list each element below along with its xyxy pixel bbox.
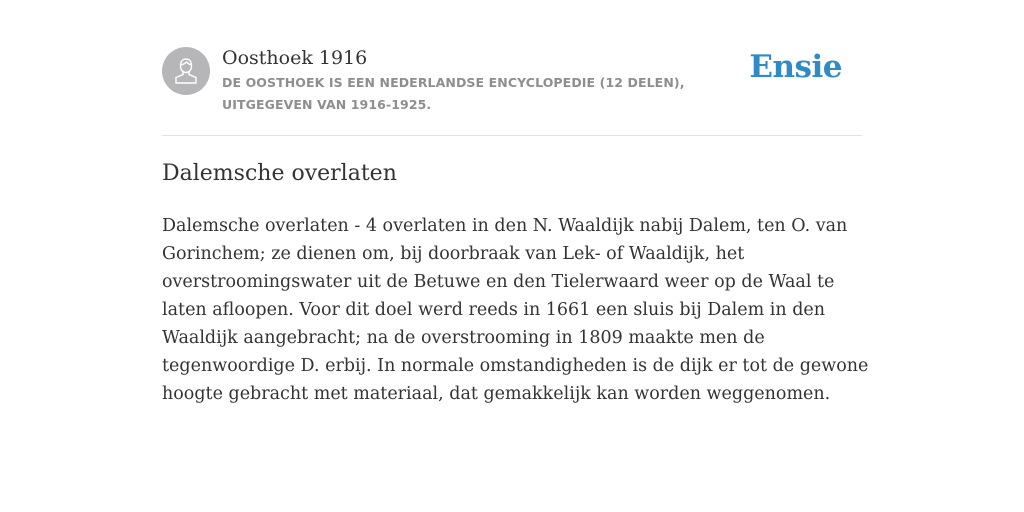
divider [162,135,862,136]
source-title[interactable]: Oosthoek 1916 [222,47,368,69]
user-icon [172,56,200,86]
source-description: DE OOSTHOEK IS EEN NEDERLANDSE ENCYCLOPEDIE (12 DELEN), UITGEGEVEN VAN 1916-1925. [222,75,685,112]
article-body: Dalemsche overlaten - 4 overlaten in den N. Waaldijk nabij Dalem, ten O. van Gorinchem; ze dienen om, bij doorbraak van Lek- of Waaldijk, het overstroomingswater uit de Betuwe en den Tielerwaard weer op de Waal te laten afloopen. Voor dit doel werd reeds in 1661 een sluis bij Dalem in den Waaldijk aangebracht; na de overstrooming in 1809 maakte men de tegenwoordige D. erbij. In normale omstandigheden is de dijk er tot de gewone hoogte gebracht met materiaal, dat gemakkelijk kan worden weggenomen. [162,216,869,404]
ensie-logo-link[interactable]: Ensie [749,49,842,85]
avatar[interactable] [162,47,210,95]
source-header [162,46,862,116]
article-title: Dalemsche overlaten [162,161,397,186]
